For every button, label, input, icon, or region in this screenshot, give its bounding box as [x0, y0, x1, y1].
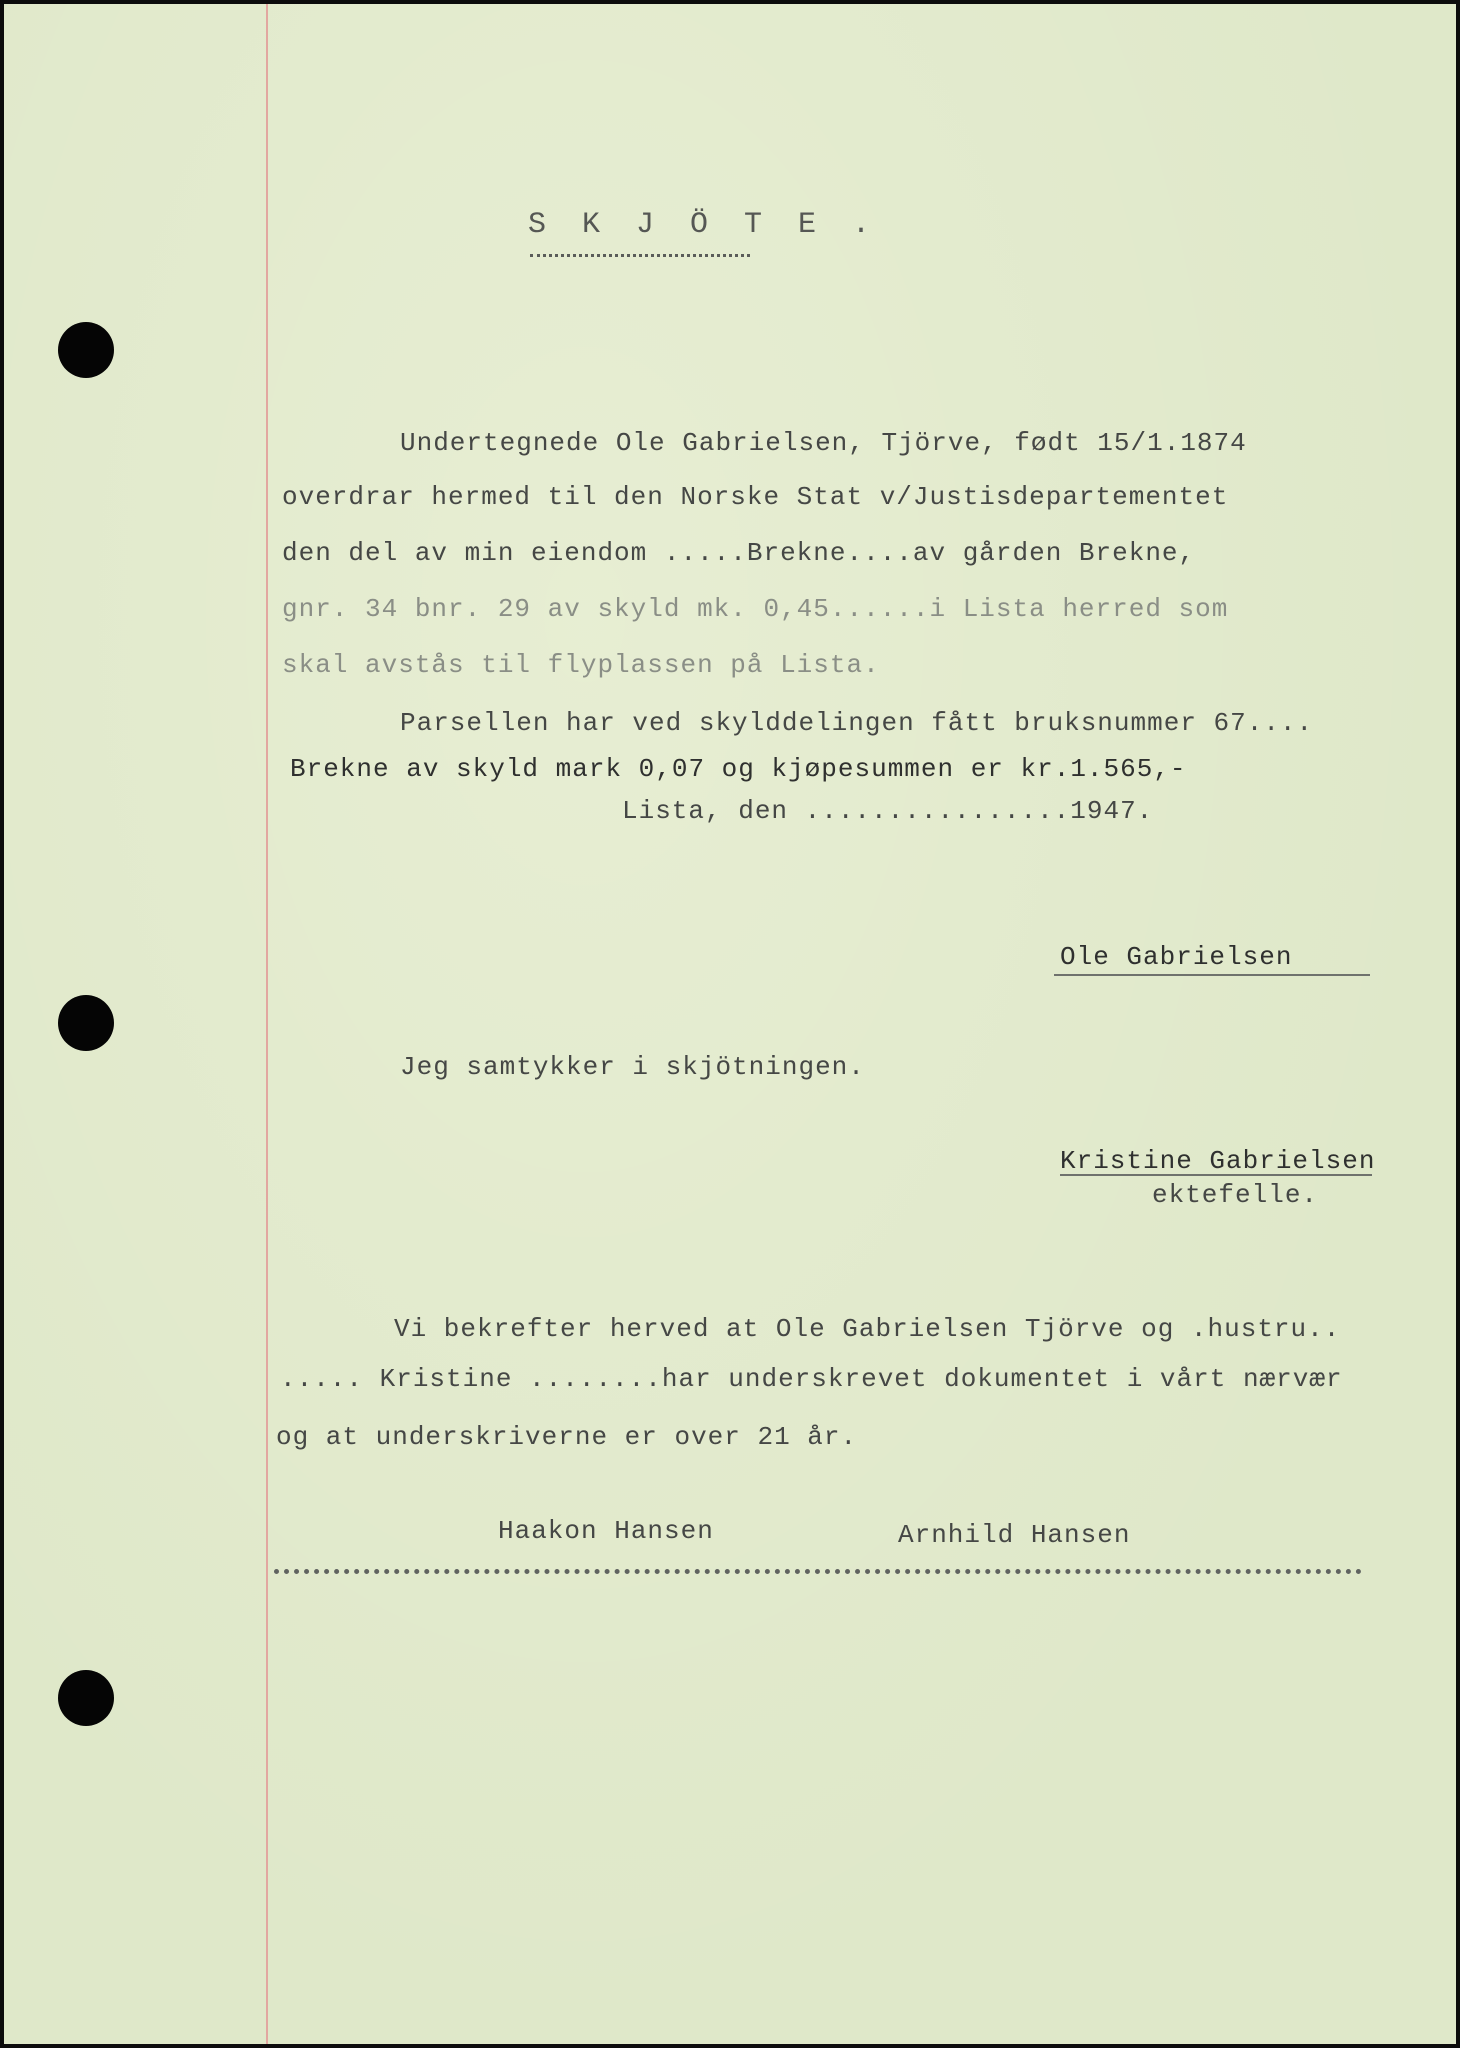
body-line: Parsellen har ved skylddelingen fått bruksnummer 67....	[400, 708, 1314, 738]
body-line: gnr. 34 bnr. 29 av skyld mk. 0,45......i Lista herred som	[282, 594, 1229, 624]
witness-line: ..... Kristine ........har underskrevet dokumentet i vårt nærvær	[280, 1364, 1343, 1394]
punch-hole	[58, 322, 114, 378]
body-line: overdrar hermed til den Norske Stat v/Justisdepartementet	[282, 482, 1229, 512]
body-line: Brekne av skyld mark 0,07 og kjøpesummen er kr.1.565,-	[290, 754, 1187, 784]
witness-line: og at underskriverne er over 21 år.	[276, 1422, 858, 1452]
document-sheet	[4, 4, 1456, 2044]
witness-name: Haakon Hansen	[498, 1516, 714, 1546]
place-date-line: Lista, den ................1947.	[622, 796, 1154, 826]
title-underline	[530, 254, 750, 257]
document-title: S K J Ö T E .	[528, 208, 880, 242]
signer-name: Ole Gabrielsen	[1060, 942, 1293, 972]
punch-hole	[58, 1670, 114, 1726]
signature-line	[1054, 974, 1370, 976]
consent-text: Jeg samtykker i skjötningen.	[400, 1052, 865, 1082]
body-line: den del av min eiendom .....Brekne....av gården Brekne,	[282, 538, 1196, 568]
witness-name: Arnhild Hansen	[898, 1520, 1131, 1550]
witness-line: Vi bekrefter herved at Ole Gabrielsen Tjörve og .hustru..	[394, 1314, 1341, 1344]
spouse-role: ektefelle.	[1152, 1180, 1319, 1210]
margin-line	[266, 4, 268, 2044]
witness-signature-line	[274, 1569, 1362, 1574]
body-line: Undertegnede Ole Gabrielsen, Tjörve, født 15/1.1874	[400, 428, 1247, 458]
body-line: skal avstås til flyplassen på Lista.	[282, 650, 880, 680]
punch-hole	[58, 995, 114, 1051]
signature-line	[1060, 1174, 1372, 1176]
spouse-name: Kristine Gabrielsen	[1060, 1146, 1376, 1176]
